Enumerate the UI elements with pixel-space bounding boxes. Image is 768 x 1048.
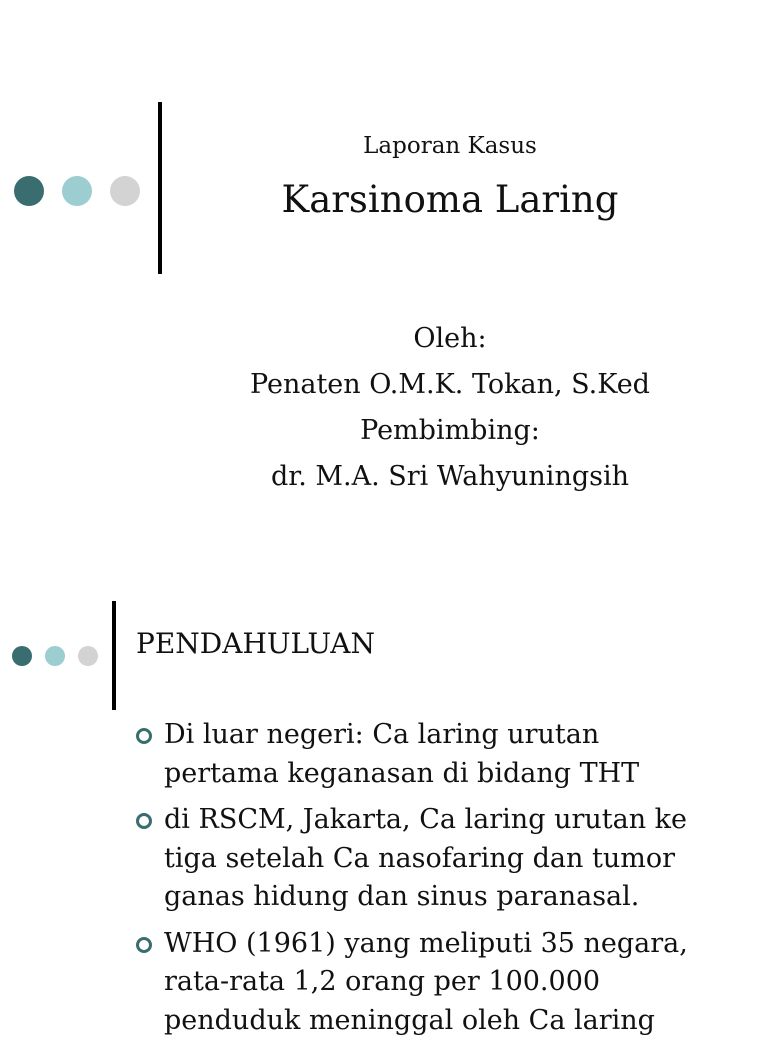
- credits-author-label: Oleh:: [413, 323, 487, 354]
- ring-bullet-icon: [136, 937, 152, 953]
- decorative-dot-teal: [62, 176, 92, 206]
- list-item: [136, 925, 746, 1041]
- list-item-line: rata-rata 1,2 orang per 100.000: [164, 966, 601, 997]
- intro-slide: [0, 560, 768, 1036]
- ring-bullet-icon: [136, 813, 152, 829]
- list-item-line: WHO (1961) yang meliputi 35 negara,: [164, 927, 688, 959]
- credits-block: [150, 316, 750, 500]
- slide-subtitle: Laporan Kasus: [363, 133, 537, 159]
- list-item-line: tiga setelah Ca nasofaring dan tumor: [164, 842, 675, 874]
- list-item-line: penduduk meninggal oleh Ca laring: [164, 1004, 655, 1036]
- list-item-line: di RSCM, Jakarta, Ca laring urutan ke: [164, 804, 688, 835]
- decorative-dot-dark: [12, 646, 32, 666]
- credits-supervisor-name: dr. M.A. Sri Wahyuningsih: [270, 461, 629, 492]
- list-item: [136, 716, 746, 793]
- slide-title: Karsinoma Laring: [281, 178, 619, 221]
- bullet-list: [136, 716, 746, 1048]
- credits-author-name: Penaten O.M.K. Tokan, S.Ked: [250, 369, 650, 400]
- vertical-divider: [112, 601, 116, 710]
- list-item-line: pertama keganasan di bidang THT: [164, 757, 640, 789]
- list-item-line: Di luar negeri: Ca laring urutan: [164, 719, 600, 750]
- decorative-dot-gray: [110, 176, 140, 206]
- decorative-dot-dark: [14, 176, 44, 206]
- ring-bullet-icon: [136, 728, 152, 744]
- vertical-divider: [158, 102, 162, 274]
- credits-supervisor-label: Pembimbing:: [360, 415, 540, 446]
- section-heading: PENDAHULUAN: [136, 627, 375, 660]
- list-item-line: ganas hidung dan sinus paranasal.: [164, 881, 640, 912]
- list-item: [136, 801, 746, 917]
- decorative-dot-teal: [45, 646, 65, 666]
- decorative-dot-gray: [78, 646, 98, 666]
